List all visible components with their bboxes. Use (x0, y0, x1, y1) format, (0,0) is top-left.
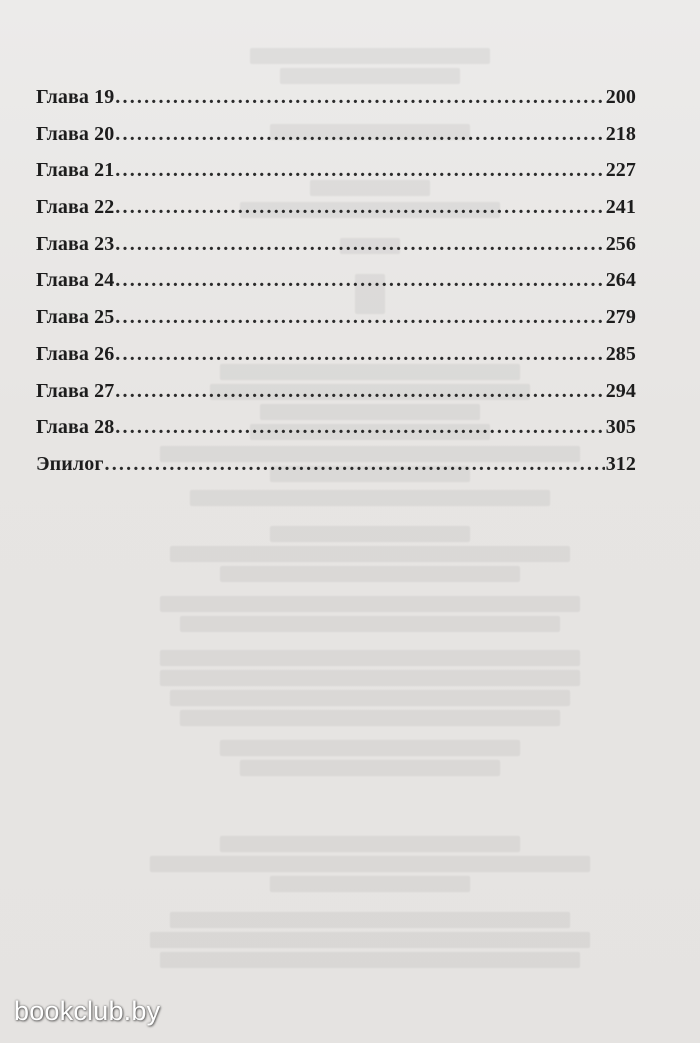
toc-leader-dots (115, 233, 604, 256)
toc-entry-page-number: 285 (605, 342, 636, 365)
toc-entry-page-number: 256 (605, 232, 636, 255)
toc-entry-title: Глава 20 (36, 122, 115, 145)
toc-entry (36, 306, 636, 343)
toc-entry-title: Глава 24 (36, 269, 115, 292)
table-of-contents (36, 86, 636, 490)
watermark: bookclub.by (14, 996, 161, 1026)
toc-entry (36, 380, 636, 417)
toc-entry (36, 196, 636, 233)
toc-leader-dots (115, 269, 604, 292)
toc-entry (36, 86, 636, 123)
toc-entry (36, 416, 636, 453)
toc-entry-title: Глава 26 (36, 342, 115, 365)
toc-entry-page-number: 279 (605, 306, 636, 329)
toc-entry-page-number: 294 (605, 379, 636, 402)
toc-entry-page-number: 264 (605, 269, 636, 292)
toc-entry-title: Глава 21 (36, 159, 115, 182)
toc-entry-title: Глава 19 (36, 86, 115, 108)
toc-entry-title: Глава 28 (36, 416, 115, 439)
toc-entry-page-number: 200 (605, 86, 636, 108)
toc-entry-title: Глава 27 (36, 379, 115, 402)
toc-entry (36, 123, 636, 160)
toc-entry-title: Глава 23 (36, 232, 115, 255)
toc-entry (36, 453, 636, 490)
toc-leader-dots (115, 380, 604, 403)
toc-entry (36, 343, 636, 380)
toc-leader-dots (115, 86, 604, 109)
toc-entry (36, 159, 636, 196)
toc-entry-page-number: 305 (605, 416, 636, 439)
toc-leader-dots (115, 159, 604, 182)
toc-entry-title: Глава 25 (36, 306, 115, 329)
toc-entry-page-number: 218 (605, 122, 636, 145)
toc-leader-dots (115, 343, 604, 366)
toc-entry-title: Глава 22 (36, 196, 115, 219)
toc-entry-title: Эпилог (36, 452, 104, 475)
toc-entry-page-number: 227 (605, 159, 636, 182)
toc-leader-dots (115, 306, 604, 329)
toc-leader-dots (105, 453, 605, 476)
toc-leader-dots (115, 196, 604, 219)
toc-leader-dots (115, 123, 604, 146)
toc-entry (36, 233, 636, 270)
toc-entry (36, 269, 636, 306)
toc-entry-page-number: 241 (605, 196, 636, 219)
toc-entry-page-number: 312 (605, 452, 636, 475)
toc-leader-dots (115, 416, 604, 439)
